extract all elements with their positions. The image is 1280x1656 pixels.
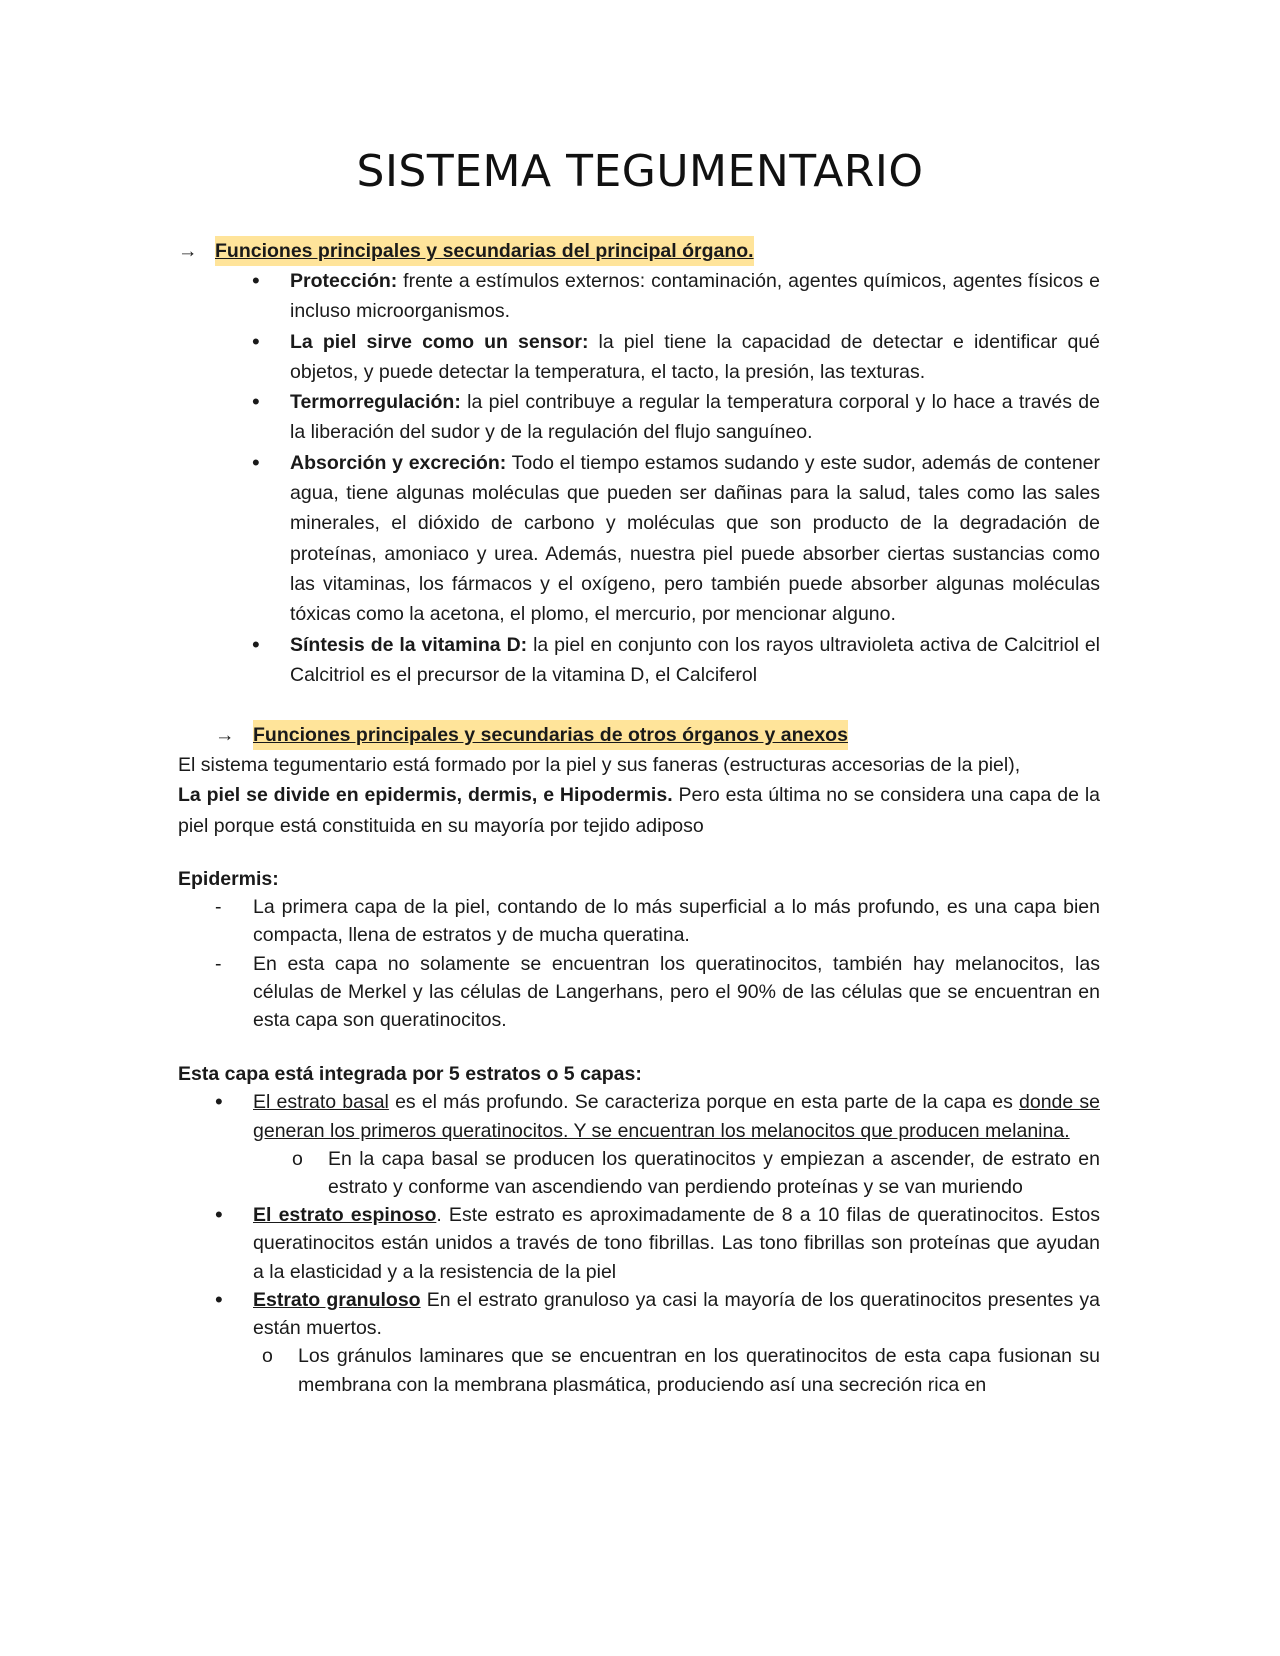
dash-icon: - [215,952,222,975]
list-item [252,630,1100,691]
item-text: la piel en conjunto con los rayos ultravioleta activa de Calcitriol el Calcitriol es el precursor de la vitamina D, el Calciferol [290,633,1100,686]
stratum-name: El estrato basal [253,1091,389,1114]
strata-list [178,1088,1100,1398]
list-item [252,327,1101,388]
epidermis-label: Epidermis: [178,868,279,891]
bullet-icon: • [215,1202,223,1228]
bullet-icon: • [252,631,260,657]
stratum-text: es el más profundo. Se caracteriza porque en esta parte de la capa es [388,1091,1020,1114]
stratum-text: . Este estrato es aproximadamente de 8 a 10 filas de queratinocitos. Estos queratinocitos están unidos a través de tono fibrillas. Las tono fibrillas son proteínas que ayudan a la elasticidad y a la resistencia de la piel [253,1204,1100,1283]
bullet-icon: • [252,268,260,293]
item-term: La piel sirve como un sensor: [290,330,589,353]
layers-text: Pero esta última no se considera una capa de la piel porque está constituida en su mayoría por tejido adiposo [178,784,1101,837]
bullet-icon: • [252,328,260,354]
section-heading-principal-organ [178,236,1100,266]
item-text: la piel tiene la capacidad de detectar e identificar qué objetos, y puede detectar la temperatura, el tacto, la presión, las texturas. [290,330,1101,383]
list-item [252,387,1100,448]
item-text: En esta capa no solamente se encuentran los queratinocitos, también hay melanocitos, las células de Merkel y las células de Langerhans, pero el 90% de las células que se encuentran en esta capa son queratinocitos. [253,952,1100,1032]
item-term: Protección: [290,270,398,292]
arrow-icon: → [178,240,198,262]
layers-paragraph [178,780,1100,841]
circle-bullet-icon: o [292,1147,303,1170]
stratum-name: El estrato espinoso [253,1204,437,1227]
layers-bold-text: La piel se divide en epidermis, dermis, e Hipodermis. [178,784,673,807]
sub-item [292,1145,1100,1201]
item-text: La primera capa de la piel, contando de lo más superficial a lo más profundo, es una capa bien compacta, llena de estratos y de mucha queratina. [253,896,1100,947]
dash-icon: - [215,896,222,919]
item-text: la piel contribuye a regular la temperatura corporal y lo hace a través de la liberación del sudor y de la regulación del flujo sanguíneo. [290,391,1100,444]
item-text: Todo el tiempo estamos sudando y este sudor, además de contener agua, tiene algunas moléculas que pueden ser dañinas para la salud, tales como las sales minerales, el dióxido de carbono y moléculas que son producto de la degradación de proteínas, amoniaco y urea. Además, nuestra piel puede absorber ciertas sustancias como las vitaminas, los fármacos y el oxígeno, pero también puede absorber algunas moléculas tóxicas como la acetona, el plomo, el mercurio, por mencionar alguno. [290,451,1100,626]
item-term: Termorregulación: [290,391,461,414]
item-term: Síntesis de la vitamina D: [290,633,528,656]
sub-item-text: Los gránulos laminares que se encuentran en los queratinocitos de esta capa fusionan su membrana con la membrana plasmática, produciendo así una secreción rica en [298,1345,1100,1396]
list-item-espinoso [215,1201,1100,1286]
section-heading-text: Funciones principales y secundarias del principal órgano. [215,236,754,266]
intro-paragraph: El sistema tegumentario está formado por la piel y sus faneras (estructuras accesorias de la piel), [178,754,1021,777]
stratum-text: En el estrato granuloso ya casi la mayoría de los queratinocitos presentes ya están muertos. [253,1288,1100,1340]
item-text: frente a estímulos externos: contaminación, agentes químicos, agentes físicos e incluso microorganismos. [290,270,1100,323]
arrow-icon: → [215,724,235,747]
page-title: SISTEMA TEGUMENTARIO [356,146,924,197]
list-item-granuloso [215,1286,1100,1342]
bullet-icon: • [215,1089,223,1115]
section-heading-other-organs [178,720,1100,750]
bullet-icon: • [252,389,260,415]
list-item [215,950,1100,1035]
list-item [215,893,1100,949]
strata-label: Esta capa está integrada por 5 estratos o 5 capas: [178,1063,642,1086]
section-heading-text: Funciones principales y secundarias de otros órganos y anexos [253,720,848,750]
sub-item [262,1342,1100,1398]
list-item [252,448,1100,630]
list-item [252,266,1100,327]
bullet-icon: • [252,449,260,475]
bullet-icon: • [215,1286,223,1312]
item-term: Absorción y excreción: [290,451,507,474]
list-item-basal [215,1088,1100,1144]
document-body [178,236,1100,1399]
epidermis-list [178,893,1100,1034]
function-list [178,266,1100,690]
circle-bullet-icon: o [262,1345,273,1368]
stratum-underlined-text: donde se generan los primeros queratinocitos. Y se encuentran los melanocitos que producen melanina. [253,1091,1100,1142]
stratum-name: Estrato granuloso [253,1288,421,1311]
sub-item-text: En la capa basal se producen los queratinocitos y empiezan a ascender, de estrato en estrato y conforme van ascendiendo van perdiendo proteínas y se van muriendo [328,1147,1100,1199]
